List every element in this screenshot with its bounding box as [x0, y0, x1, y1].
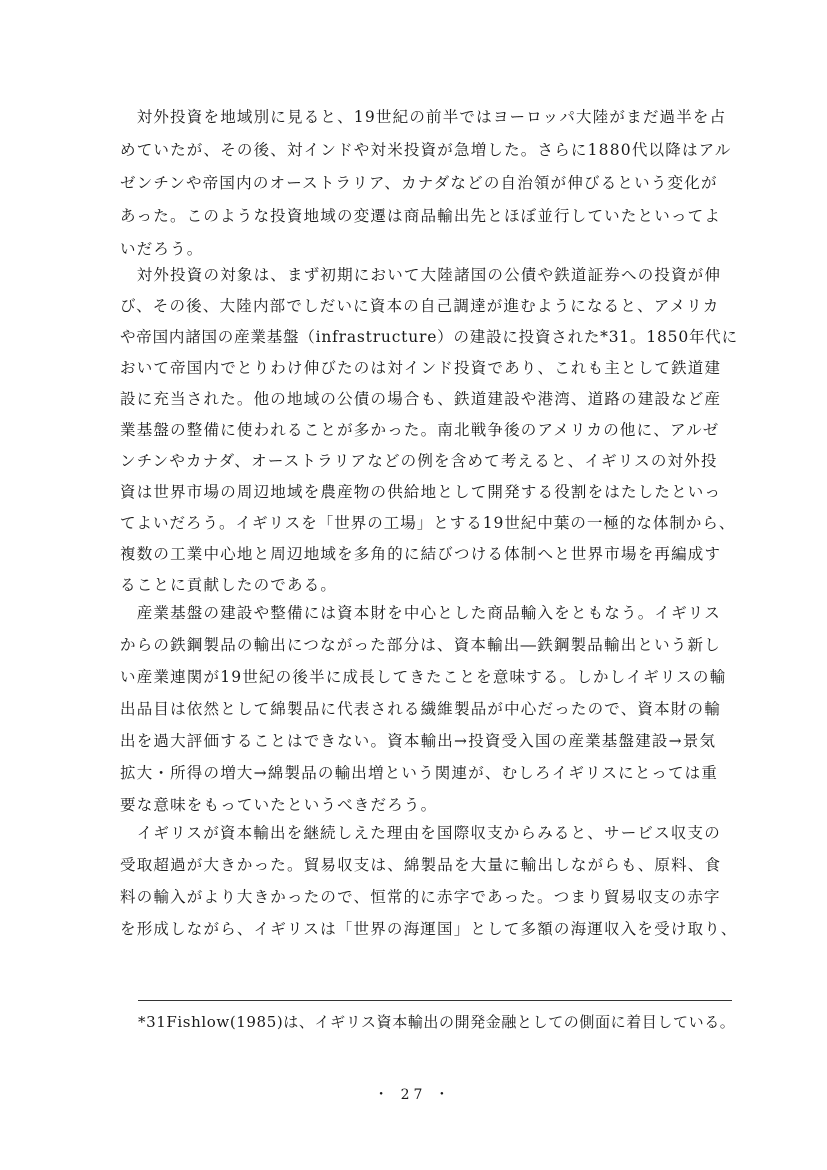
text-line: 対外投資の対象は、まず初期において大陸諸国の公債や鉄道証券への投資が伸 [120, 266, 722, 284]
text-line: 産業基盤の建設や整備には資本財を中心とした商品輸入をともなう。イギリス [120, 604, 721, 622]
text-line: 受取超過が大きかった。貿易収支は、綿製品を大量に輸出しながらも、原料、食 [120, 856, 722, 874]
text-line: い産業連関が19世紀の後半に成長してきたことを意味する。しかしイギリスの輸 [120, 668, 727, 686]
text-line: 出を過大評価することはできない。資本輸出→投資受入国の産業基盤建設→景気 [120, 732, 717, 750]
text-line: からの鉄鋼製品の輸出につながった部分は、資本輸出―鉄鋼製品輸出という新し [120, 636, 721, 654]
text-line: 複数の工業中心地と周辺地域を多角的に結びつける体制へと世界市場を再編成す [120, 545, 722, 563]
text-line: 料の輸入がより大きかったので、恒常的に赤字であった。つまり貿易収支の赤字 [120, 888, 721, 906]
text-line: おいて帝国内でとりわけ伸びたのは対インド投資であり、これも主として鉄道建 [120, 359, 722, 377]
text-line: いだろう。 [120, 240, 204, 258]
text-line: めていたが、その後、対インドや対米投資が急増した。さらに1880代以降はアル [120, 141, 732, 159]
page-number: ・ 27 ・ [374, 1087, 453, 1103]
text-line: 業基盤の整備に使われることが多かった。南北戦争後のアメリカの他に、アルゼ [120, 421, 720, 439]
text-line: ゼンチンや帝国内のオーストラリア、カナダなどの自治領が伸びるという変化が [120, 174, 718, 192]
text-line: 拡大・所得の増大→綿製品の輸出増という関連が、むしろイギリスにとっては重 [120, 764, 719, 782]
text-line: や帝国内諸国の産業基盤（infrastructure）の建設に投資された*31。1850年代に [120, 328, 738, 346]
footnote-divider [138, 1000, 732, 1001]
text-line: あった。このような投資地域の変遷は商品輸出先とほぼ並行していたといってよ [120, 207, 722, 225]
text-line: てよいだろう。イギリスを「世界の工場」とする19世紀中葉の一極的な体制から、 [120, 514, 736, 532]
footnote: *31Fishlow(1985)は、イギリス資本輸出の開発金融としての側面に着目している。 [138, 1013, 736, 1031]
text-line: を形成しながら、イギリスは「世界の海運国」として多額の海運収入を受け取り、 [120, 920, 738, 938]
text-line: ることに貢献したのである。 [120, 576, 338, 594]
text-line: び、その後、大陸内部でしだいに資本の自己調達が進むようになると、アメリカ [120, 297, 720, 315]
text-line: イギリスが資本輸出を継続しえた理由を国際収支からみると、サービス収支の [120, 824, 721, 842]
text-line: 要な意味をもっていたというべきだろう。 [120, 796, 438, 814]
text-line: 出品目は依然として綿製品に代表される繊維製品が中心だったので、資本財の輸 [120, 700, 721, 718]
text-line: 資は世界市場の周辺地域を農産物の供給地として開発する役割をはたしたといっ [120, 483, 722, 501]
text-line: 対外投資を地域別に見ると、19世紀の前半ではヨーロッパ大陸がまだ過半を占 [120, 108, 727, 126]
text-line: ンチンやカナダ、オーストラリアなどの例を含めて考えると、イギリスの対外投 [120, 452, 718, 470]
text-line: 設に充当された。他の地域の公債の場合も、鉄道建設や港湾、道路の建設など産 [120, 390, 722, 408]
